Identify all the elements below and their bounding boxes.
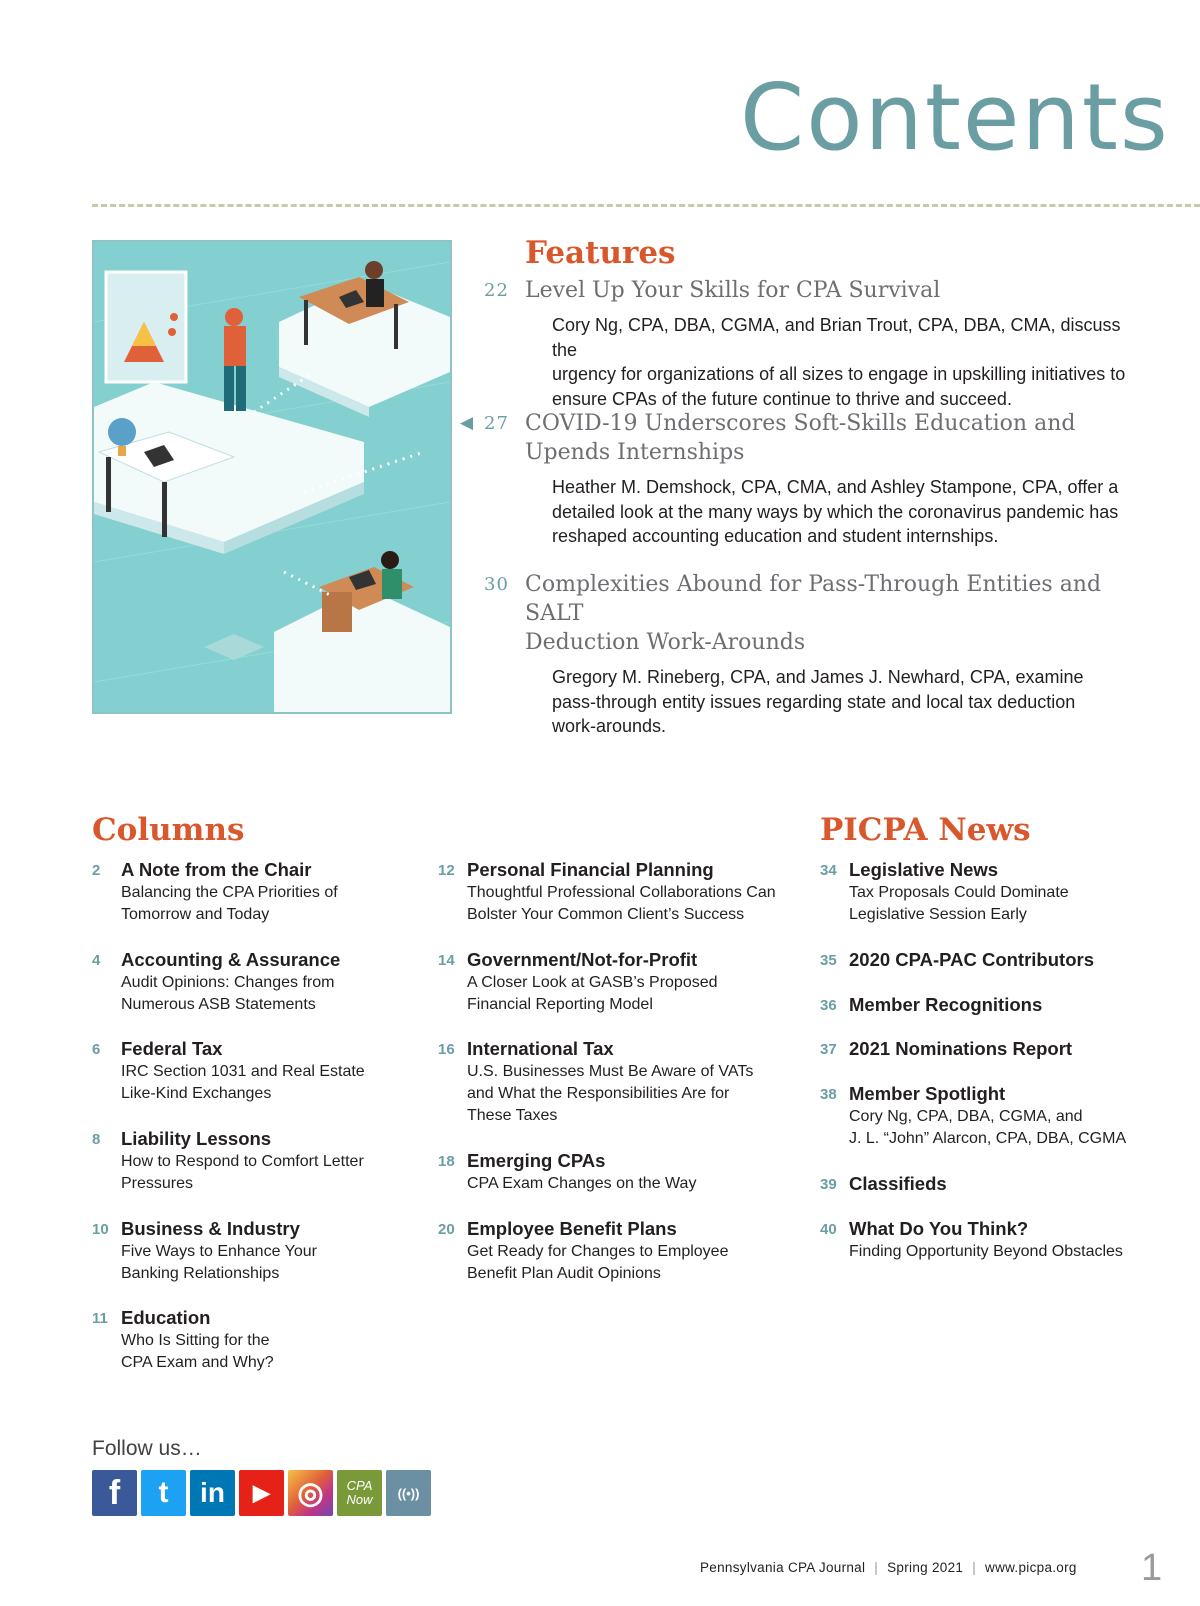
column-entry[interactable]	[92, 858, 412, 926]
page-title: Contents	[740, 64, 1170, 171]
entry-page-number: 34	[820, 862, 837, 879]
entry-title[interactable]: Legislative News	[849, 859, 999, 880]
twitter-icon[interactable]: t	[141, 1470, 186, 1516]
features-heading: Features	[525, 235, 676, 271]
entry-page-number: 18	[438, 1153, 455, 1170]
news-entry[interactable]	[820, 1217, 1180, 1263]
entry-subtitle: Cory Ng, CPA, DBA, CGMA, and J. L. “John” Alarcon, CPA, DBA, CGMA	[849, 1108, 1127, 1147]
news-entry[interactable]	[820, 1172, 1180, 1196]
entry-page-number: 12	[438, 862, 455, 879]
podcast-icon[interactable]: ((•))	[386, 1470, 431, 1516]
entry-page-number: 35	[820, 952, 837, 969]
column-entry[interactable]	[92, 1306, 412, 1374]
entry-subtitle: How to Respond to Comfort Letter Pressures	[121, 1153, 364, 1192]
entry-page-number: 11	[92, 1310, 108, 1327]
facebook-icon[interactable]: f	[92, 1470, 137, 1516]
linkedin-icon[interactable]: in	[190, 1470, 235, 1516]
entry-subtitle: Get Ready for Changes to Employee Benefit Plan Audit Opinions	[467, 1243, 729, 1282]
column-entry[interactable]	[438, 948, 798, 1016]
entry-title[interactable]: Member Spotlight	[849, 1083, 1006, 1104]
feature-description: Heather M. Demshock, CPA, CMA, and Ashley Stampone, CPA, offer a detailed look at the many ways by which the coronavirus pandemic has reshaped accounting education and student internships.	[552, 477, 1119, 546]
dashed-divider	[92, 204, 1200, 207]
column-entry[interactable]	[92, 1217, 412, 1285]
entry-page-number: 40	[820, 1221, 837, 1238]
entry-title[interactable]: Accounting & Assurance	[121, 949, 341, 970]
column-entry[interactable]	[438, 1149, 798, 1195]
entry-title[interactable]: Member Recognitions	[849, 994, 1043, 1015]
entry-page-number: 36	[820, 997, 837, 1014]
entry-subtitle: A Closer Look at GASB’s Proposed Financial Reporting Model	[467, 974, 718, 1013]
feature-page-number: 22	[484, 280, 509, 301]
entry-page-number: 6	[92, 1041, 101, 1058]
feature-item[interactable]	[480, 276, 1140, 411]
social-links	[92, 1470, 431, 1516]
entry-subtitle: Thoughtful Professional Collaborations Can Bolster Your Common Client’s Success	[467, 884, 776, 923]
entry-title[interactable]: Liability Lessons	[121, 1128, 272, 1149]
entry-page-number: 4	[92, 952, 101, 969]
entry-title[interactable]: What Do You Think?	[849, 1218, 1029, 1239]
entry-subtitle: Finding Opportunity Beyond Obstacles	[849, 1243, 1123, 1260]
entry-page-number: 2	[92, 862, 101, 879]
entry-title[interactable]: Emerging CPAs	[467, 1150, 606, 1171]
office-isometric-illustration	[94, 242, 450, 712]
column-entry[interactable]	[438, 1037, 798, 1127]
feature-page-number: 27	[484, 413, 509, 434]
news-entry[interactable]	[820, 1082, 1180, 1150]
entry-title[interactable]: Classifieds	[849, 1173, 947, 1194]
entry-title[interactable]: Federal Tax	[121, 1038, 223, 1059]
feature-title[interactable]: Complexities Abound for Pass-Through Entities and SALT Deduction Work-Arounds	[525, 572, 1102, 655]
feature-title[interactable]: Level Up Your Skills for CPA Survival	[525, 278, 941, 303]
feature-title[interactable]: COVID-19 Underscores Soft-Skills Education and Upends Internships	[525, 411, 1076, 465]
issue-date: Spring 2021	[887, 1560, 964, 1575]
entry-title[interactable]: Employee Benefit Plans	[467, 1218, 677, 1239]
entry-subtitle: Tax Proposals Could Dominate Legislative Session Early	[849, 884, 1069, 923]
column-entry[interactable]	[92, 1127, 412, 1195]
column-entry[interactable]	[438, 1217, 798, 1285]
entry-title[interactable]: Government/Not-for-Profit	[467, 949, 698, 970]
feature-item[interactable]	[460, 409, 1140, 549]
news-entry[interactable]	[820, 858, 1180, 926]
cpa-now-icon[interactable]: CPA Now	[337, 1470, 382, 1516]
feature-item[interactable]	[480, 570, 1140, 739]
entry-page-number: 14	[438, 952, 455, 969]
entry-page-number: 10	[92, 1221, 109, 1238]
feature-page-number: 30	[484, 574, 509, 595]
follow-us-label: Follow us…	[92, 1437, 202, 1460]
publication-name: Pennsylvania CPA Journal	[700, 1560, 866, 1575]
entry-page-number: 16	[438, 1041, 455, 1058]
picpa-news-heading: PICPA News	[820, 812, 1031, 848]
page-number: 1	[1141, 1547, 1163, 1589]
feature-description: Cory Ng, CPA, DBA, CGMA, and Brian Trout, CPA, DBA, CMA, discuss the urgency for organizations of all sizes to engage in upskilling initiatives to ensure CPAs of the future continue to thrive and succeed.	[552, 315, 1126, 409]
columns-heading: Columns	[92, 812, 245, 848]
column-entry[interactable]	[92, 948, 412, 1016]
entry-page-number: 37	[820, 1041, 837, 1058]
news-entry[interactable]	[820, 993, 1180, 1017]
entry-title[interactable]: Personal Financial Planning	[467, 859, 714, 880]
page-footer: Pennsylvania CPA Journal | Spring 2021 | www.picpa.org	[700, 1560, 1077, 1575]
entry-subtitle: Who Is Sitting for the CPA Exam and Why?	[121, 1332, 274, 1371]
entry-title[interactable]: 2021 Nominations Report	[849, 1038, 1073, 1059]
entry-page-number: 38	[820, 1086, 837, 1103]
feature-description: Gregory M. Rineberg, CPA, and James J. Newhard, CPA, examine pass-through entity issues regarding state and local tax deduction work-arounds.	[552, 667, 1084, 736]
entry-page-number: 20	[438, 1221, 455, 1238]
entry-subtitle: IRC Section 1031 and Real Estate Like-Kind Exchanges	[121, 1063, 365, 1102]
entry-title[interactable]: 2020 CPA-PAC Contributors	[849, 949, 1094, 970]
instagram-icon[interactable]: ◎	[288, 1470, 333, 1516]
news-entry[interactable]	[820, 948, 1180, 972]
entry-title[interactable]: Education	[121, 1307, 211, 1328]
entry-title[interactable]: A Note from the Chair	[121, 859, 312, 880]
entry-title[interactable]: International Tax	[467, 1038, 614, 1059]
entry-page-number: 39	[820, 1176, 837, 1193]
entry-subtitle: Audit Opinions: Changes from Numerous ASB Statements	[121, 974, 335, 1013]
feature-illustration	[92, 240, 452, 714]
entry-subtitle: CPA Exam Changes on the Way	[467, 1175, 697, 1192]
entry-page-number: 8	[92, 1131, 101, 1148]
entry-subtitle: Five Ways to Enhance Your Banking Relationships	[121, 1243, 317, 1282]
entry-title[interactable]: Business & Industry	[121, 1218, 300, 1239]
website-link[interactable]: www.picpa.org	[985, 1560, 1077, 1575]
news-entry[interactable]	[820, 1037, 1180, 1061]
column-entry[interactable]	[438, 858, 798, 926]
column-entry[interactable]	[92, 1037, 412, 1105]
youtube-icon[interactable]: ▶	[239, 1470, 284, 1516]
entry-subtitle: U.S. Businesses Must Be Aware of VATs and What the Responsibilities Are for These Taxes	[467, 1063, 754, 1124]
left-arrow-icon: ◀	[460, 413, 474, 432]
entry-subtitle: Balancing the CPA Priorities of Tomorrow and Today	[121, 884, 338, 923]
